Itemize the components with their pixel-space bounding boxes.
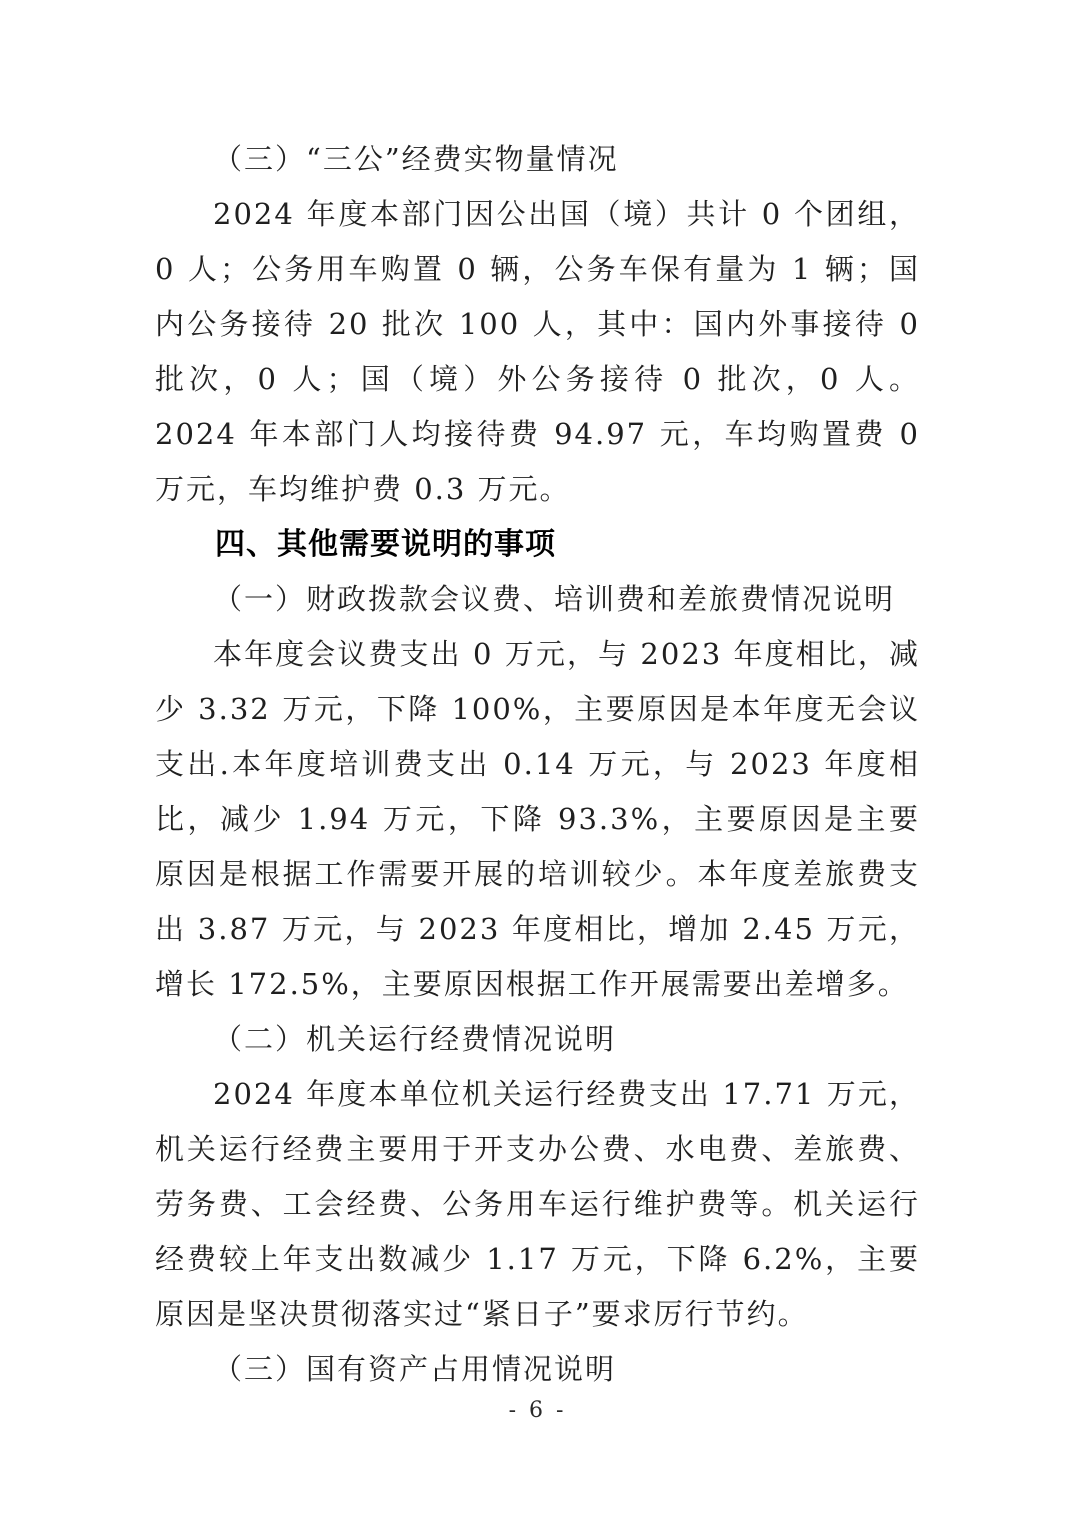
section-heading-meeting-training-travel-fees: （一）财政拨款会议费、培训费和差旅费情况说明 [213, 582, 896, 616]
document-body [155, 132, 920, 1397]
paragraph-agency-operating-funds-detail: 2024 年度本单位机关运行经费支出 17.71 万元，机关运行经费主要用于开支办公费、水电费、差旅费、劳务费、工会经费、公务用车运行维护费等。机关运行经费较上年支出数减少 1.17 万元，下降 6.2%，主要原因是坚决贯彻落实过“紧日子”要求厉行节约。 [155, 1077, 920, 1331]
section-heading-three-public-expenses: （三）“三公”经费实物量情况 [213, 142, 619, 176]
page-number: - 6 - [508, 1398, 567, 1423]
section-heading-state-owned-assets: （三）国有资产占用情况说明 [213, 1352, 617, 1386]
section-heading-other-matters: 四、其他需要说明的事项 [215, 528, 556, 561]
section-heading-agency-operating-funds: （二）机关运行经费情况说明 [213, 1022, 617, 1056]
paragraph-meeting-training-travel-fees-detail: 本年度会议费支出 0 万元，与 2023 年度相比，减少 3.32 万元，下降 100%，主要原因是本年度无会议支出.本年度培训费支出 0.14 万元，与 2023 年度相比，减少 1.94 万元，下降 93.3%，主要原因是主要原因是根据工作需要开展的培训较少。本年度差旅费支出 3.87 万元，与 2023 年度相比，增加 2.45 万元，增长 172.5%，主要原因根据工作开展需要出差增多。 [155, 637, 920, 1001]
paragraph-three-public-expenses-stats: 2024 年度本部门因公出国（境）共计 0 个团组，0 人；公务用车购置 0 辆，公务车保有量为 1 辆；国内公务接待 20 批次 100 人，其中：国内外事接待 0 批次，0 人；国（境）外公务接待 0 批次，0 人。2024 年本部门人均接待费 94.97 元，车均购置费 0 万元，车均维护费 0.3 万元。 [155, 197, 920, 506]
